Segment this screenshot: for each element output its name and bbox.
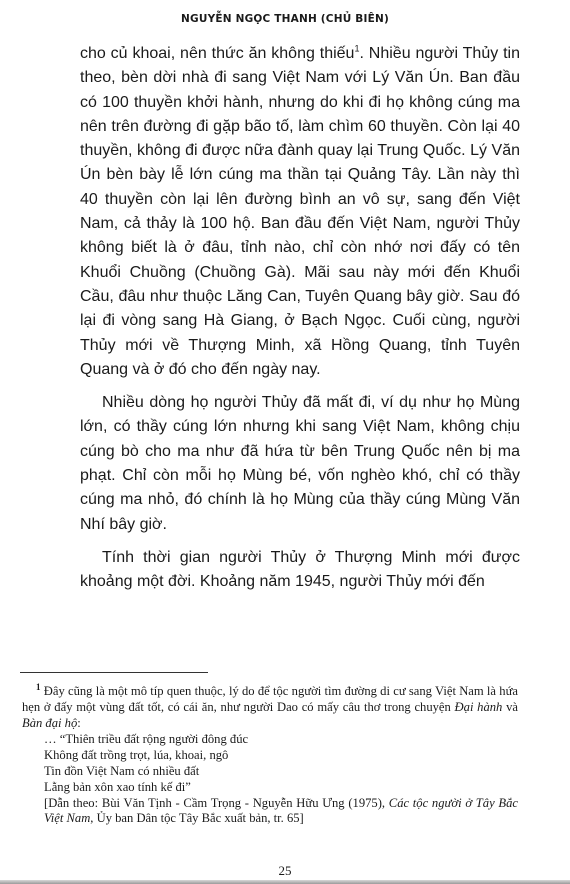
poem-line: Tin đồn Việt Nam có nhiều đất bbox=[44, 763, 200, 778]
main-text bbox=[80, 42, 520, 595]
footnote-source bbox=[22, 796, 518, 828]
paragraph-3: Tính thời gian người Thủy ở Thượng Minh mới được khoảng một đời. Khoảng năm 1945, người Thủy mới đến bbox=[80, 548, 520, 591]
source-text-b: , Ủy ban Dân tộc Tây Bắc xuất bản, tr. 65] bbox=[90, 811, 304, 826]
footnote-title-ban-dai-ho: Bàn đại hộ bbox=[22, 716, 78, 730]
poem-line: Không đất trồng trọt, lúa, khoai, ngô bbox=[44, 747, 229, 762]
paragraph-1-text-b: . Nhiều người Thủy tin theo, bèn dời nhà đi sang Việt Nam với Lý Văn Ún. Ban đầu có 100 thuyền khởi hành, nhưng do khi đi họ không cúng ma nên trên đường đi gặp bão tố, làm chìm 60 thuyền. Còn lại 40 thuyền, không đi được nữa đành quay lại Trung Quốc. Lý Văn Ún bèn bày lễ lớn cúng ma thần tại Quảng Tây. Lần này thì 40 thuyền còn lại lên đường bình an vô sự, sang đến Việt Nam, cả thảy là 100 hộ. Ban đầu đến Việt Nam, người Thủy không biết là ở đâu, tỉnh nào, chỉ còn nhớ nơi đấy có tên Khuổi Chuồng (Chuồng Gà). Mãi sau này mới đến Khuổi Cầu, đâu như thuộc Lăng Can, Tuyên Quang bây giờ. Sau đó lại đi vòng sang Hà Giang, ở Bạch Ngọc. Cuối cùng, người Thủy mới về Thượng Minh, xã Hồng Quang, tỉnh Tuyên Quang và ở đó cho đến ngày nay. bbox=[80, 45, 521, 378]
paragraph-1-text-a: cho củ khoai, nên thức ăn không thiếu bbox=[80, 45, 355, 62]
footnote bbox=[22, 680, 518, 827]
poem-line: Lằng bản xôn xao tính kế đi” bbox=[44, 779, 191, 794]
page-number: 25 bbox=[278, 863, 292, 878]
footnote-title-dai-hanh: Đại hành bbox=[454, 700, 503, 715]
paragraph-2: Nhiều dòng họ người Thủy đã mất đi, ví dụ như họ Mùng lớn, có thầy cúng lớn nhưng khi sang Việt Nam, không chịu cúng bò cho ma như đã hứa từ bên Trung Quốc nên bị ma phạt. Chỉ còn mỗi họ Mùng bé, vốn nghèo khó, chỉ có thầy cúng ma nhỏ, đó chính là họ Mùng của thầy cúng Mùng Văn Nhí bây giờ. bbox=[80, 394, 520, 533]
source-title: Các tộc người ở Tây Bắc Việt Nam bbox=[44, 795, 518, 826]
footnote-divider bbox=[20, 672, 208, 673]
footnote-text-a: Đây cũng là một mô típ quen thuộc, lý do để tộc người tìm đường di cư sang Việt Nam là hứa hẹn ở đấy một vùng đất tốt, có cái ăn, như người Dao có mấy câu thơ trong chuyện bbox=[22, 684, 518, 715]
footnote-text-b: và bbox=[502, 700, 518, 715]
page-bottom-edge bbox=[0, 880, 570, 884]
paragraph-1 bbox=[80, 42, 520, 382]
poem-line: … “Thiên triều đất rộng người đông đúc bbox=[44, 731, 249, 746]
footnote-text-c: : bbox=[77, 716, 81, 730]
running-header: NGUYỄN NGỌC THANH (CHỦ BIÊN) bbox=[181, 13, 389, 25]
footnote-intro bbox=[22, 680, 518, 732]
footnote-mark: 1 bbox=[36, 682, 41, 692]
footnote-reference[interactable]: 1 bbox=[354, 43, 360, 54]
source-text-a: [Dẫn theo: Bùi Văn Tịnh - Cầm Trọng - Nguyễn Hữu Ưng (1975), bbox=[44, 795, 389, 810]
